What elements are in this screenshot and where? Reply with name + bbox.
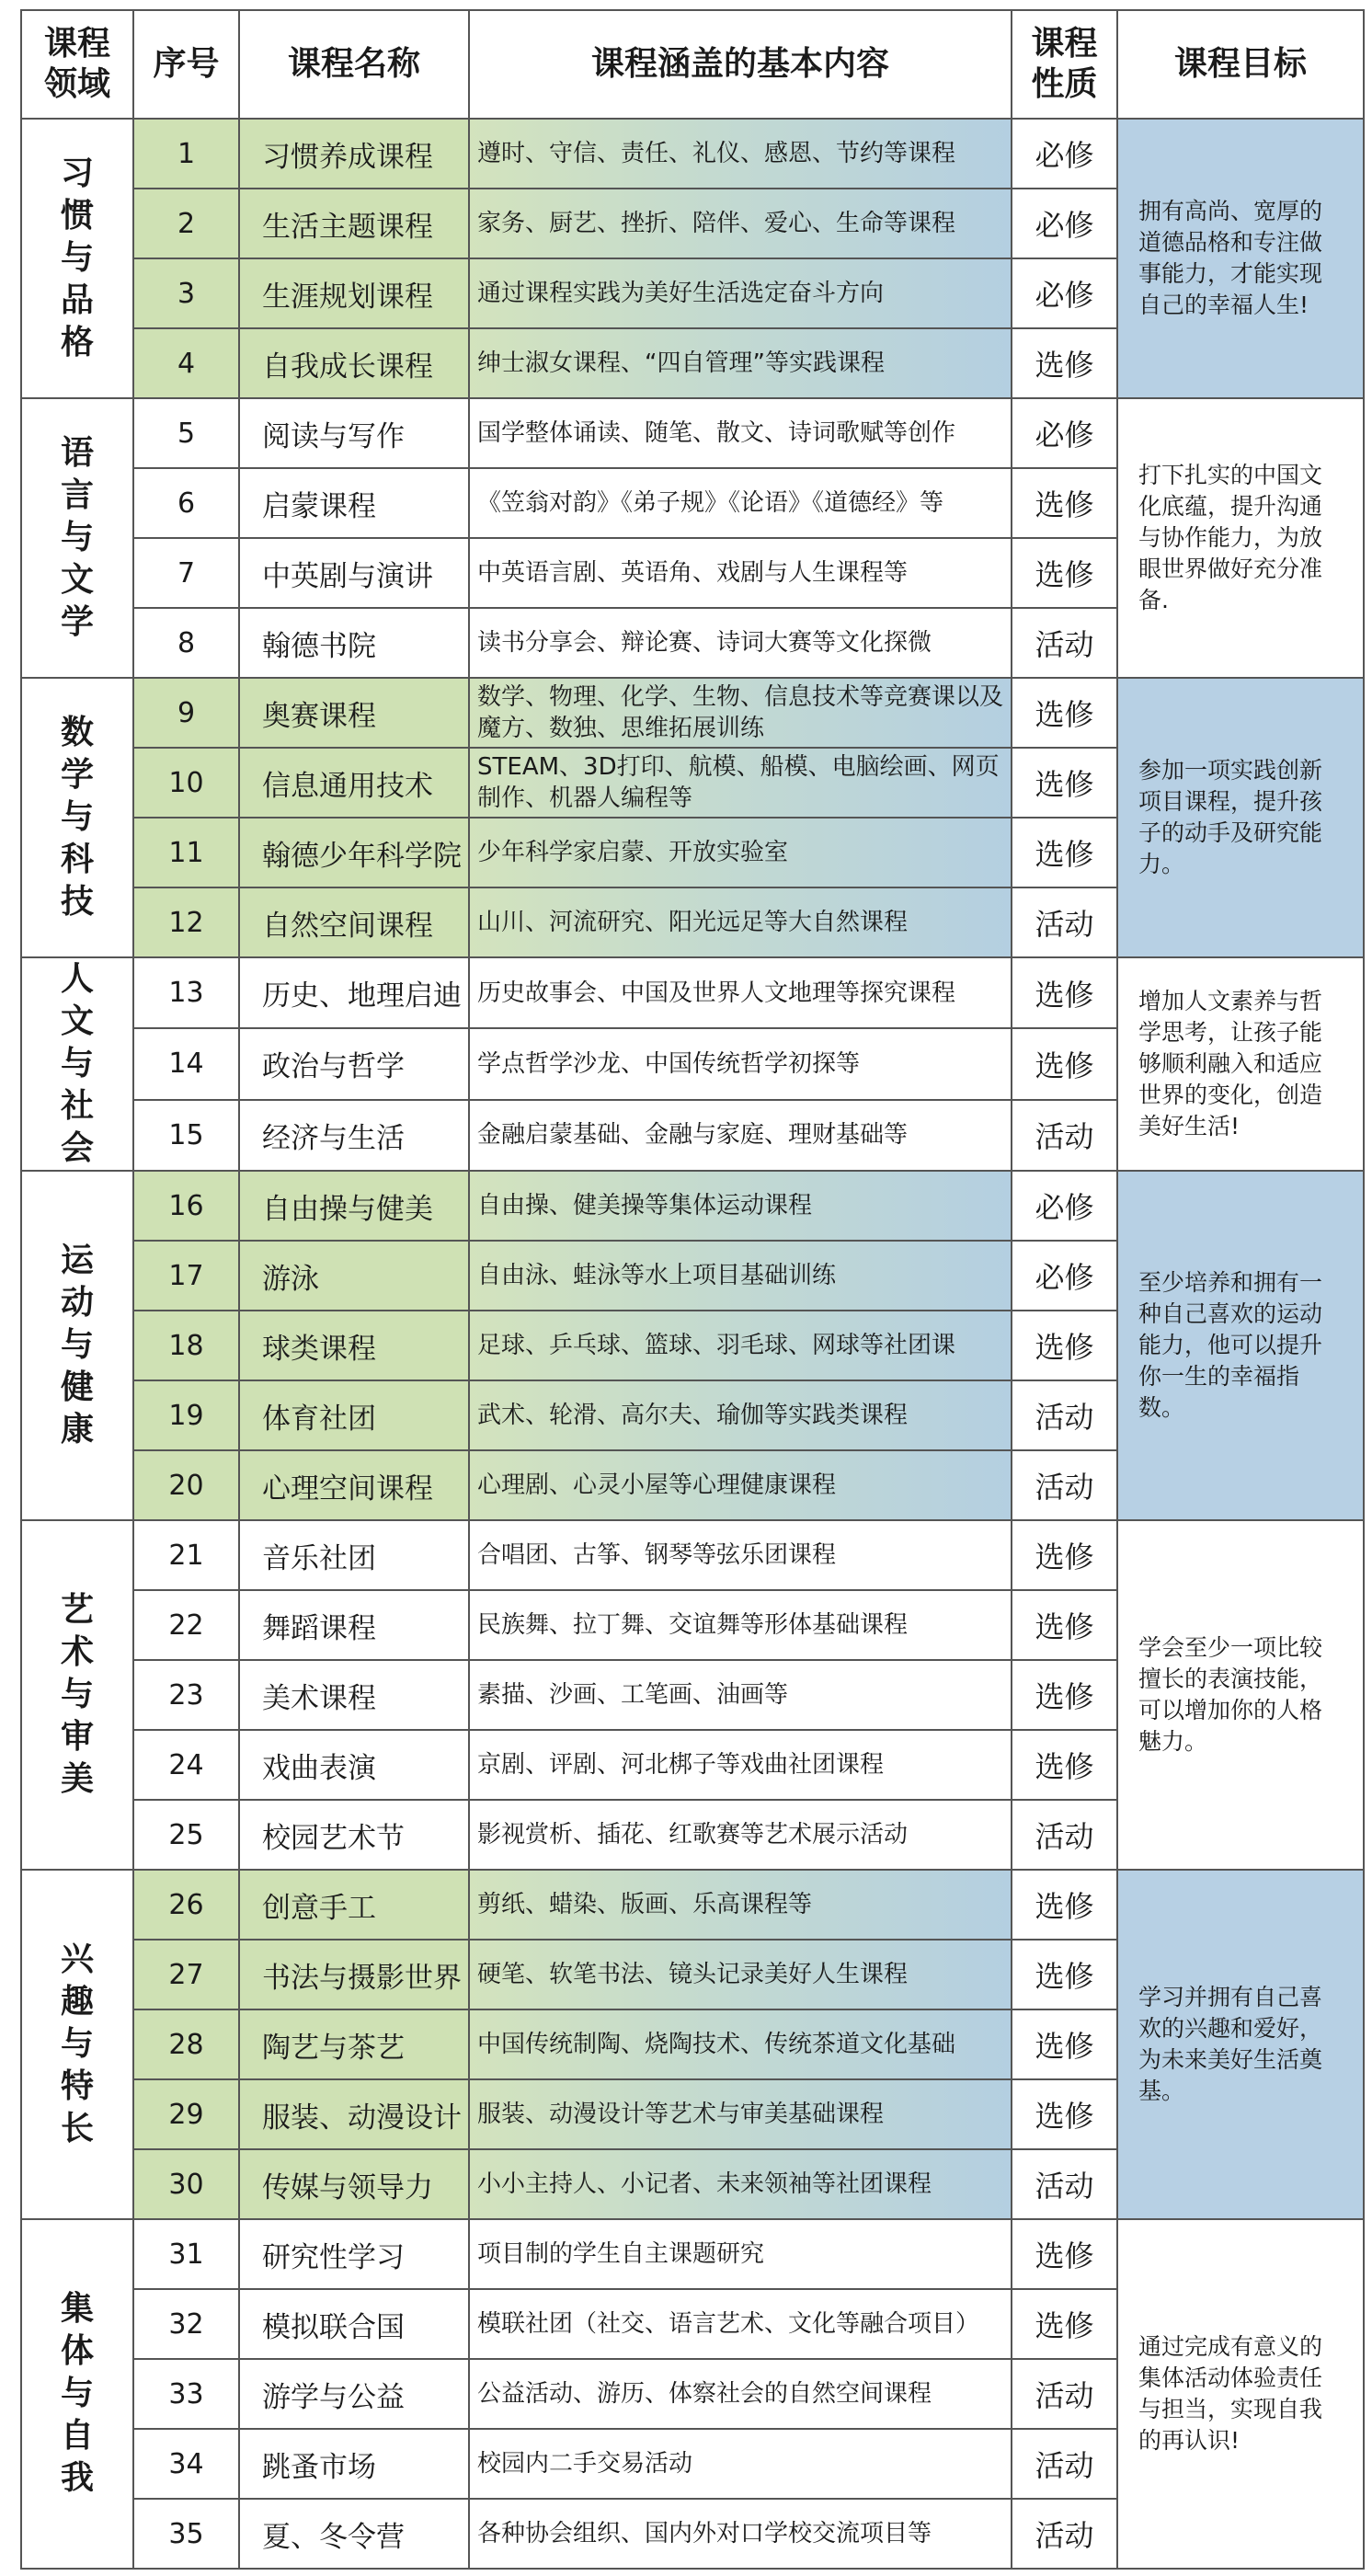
course-name-cell: 中英剧与演讲 <box>239 538 469 608</box>
content-cell: 自由操、健美操等集体运动课程 <box>469 1171 1012 1241</box>
domain-label: 人文与社会 <box>60 960 94 1167</box>
index-cell: 31 <box>133 2219 239 2289</box>
header-goal: 课程目标 <box>1117 10 1364 119</box>
course-name-cell: 政治与哲学 <box>239 1028 469 1099</box>
index-cell: 19 <box>133 1380 239 1450</box>
course-name-cell: 戏曲表演 <box>239 1730 469 1800</box>
index-cell: 4 <box>133 328 239 398</box>
course-name-cell: 音乐社团 <box>239 1520 469 1590</box>
header-nature: 课程性质 <box>1012 10 1117 119</box>
course-name-cell: 游学与公益 <box>239 2359 469 2429</box>
content-cell: 家务、厨艺、挫折、陪伴、爱心、生命等课程 <box>469 189 1012 258</box>
content-cell: 足球、乒乓球、篮球、羽毛球、网球等社团课 <box>469 1311 1012 1380</box>
index-cell: 29 <box>133 2079 239 2149</box>
index-cell: 33 <box>133 2359 239 2429</box>
content-cell: 自由泳、蛙泳等水上项目基础训练 <box>469 1241 1012 1311</box>
nature-cell: 选修 <box>1012 2289 1117 2359</box>
table-body <box>21 119 1364 2569</box>
course-name-cell: 球类课程 <box>239 1311 469 1380</box>
content-cell: 历史故事会、中国及世界人文地理等探究课程 <box>469 957 1012 1028</box>
content-cell: 中英语言剧、英语角、戏剧与人生课程等 <box>469 538 1012 608</box>
index-cell: 17 <box>133 1241 239 1311</box>
nature-cell: 必修 <box>1012 189 1117 258</box>
course-name-cell: 经济与生活 <box>239 1100 469 1171</box>
domain-label: 集体与自我 <box>60 2290 94 2497</box>
nature-cell: 必修 <box>1012 1171 1117 1241</box>
table-row <box>21 2219 1364 2289</box>
content-cell: 影视赏析、插花、红歌赛等艺术展示活动 <box>469 1800 1012 1870</box>
index-cell: 13 <box>133 957 239 1028</box>
content-cell: 数学、物理、化学、生物、信息技术等竞赛课以及魔方、数独、思维拓展训练 <box>469 678 1012 748</box>
header-index: 序号 <box>133 10 239 119</box>
course-name-cell: 信息通用技术 <box>239 748 469 818</box>
domain-label: 语言与文学 <box>60 434 94 641</box>
content-cell: 剪纸、蜡染、版画、乐高课程等 <box>469 1870 1012 1940</box>
course-name-cell: 翰德书院 <box>239 608 469 678</box>
content-cell: 项目制的学生自主课题研究 <box>469 2219 1012 2289</box>
content-cell: STEAM、3D打印、航模、船模、电脑绘画、网页制作、机器人编程等 <box>469 748 1012 818</box>
course-name-cell: 研究性学习 <box>239 2219 469 2289</box>
index-cell: 11 <box>133 818 239 887</box>
domain-cell <box>21 1171 133 1520</box>
nature-cell: 必修 <box>1012 398 1117 468</box>
course-name-cell: 创意手工 <box>239 1870 469 1940</box>
header-course-name: 课程名称 <box>239 10 469 119</box>
index-cell: 12 <box>133 887 239 957</box>
index-cell: 24 <box>133 1730 239 1800</box>
table-row <box>21 1870 1364 1940</box>
course-name-cell: 校园艺术节 <box>239 1800 469 1870</box>
content-cell: 《笠翁对韵》《弟子规》《论语》《道德经》等 <box>469 468 1012 538</box>
domain-cell <box>21 119 133 398</box>
nature-cell: 活动 <box>1012 2359 1117 2429</box>
content-cell: 中国传统制陶、烧陶技术、传统茶道文化基础 <box>469 2009 1012 2079</box>
course-name-cell: 游泳 <box>239 1241 469 1311</box>
content-cell: 小小主持人、小记者、未来领袖等社团课程 <box>469 2149 1012 2219</box>
domain-cell <box>21 1870 133 2219</box>
index-cell: 35 <box>133 2499 239 2569</box>
nature-cell: 选修 <box>1012 1590 1117 1660</box>
goal-cell: 拥有高尚、宽厚的道德品格和专注做事能力，才能实现自己的幸福人生! <box>1117 119 1364 398</box>
nature-cell: 选修 <box>1012 1028 1117 1099</box>
index-cell: 1 <box>133 119 239 189</box>
nature-cell: 必修 <box>1012 258 1117 328</box>
domain-cell <box>21 398 133 678</box>
goal-cell: 学会至少一项比较擅长的表演技能，可以增加你的人格魅力。 <box>1117 1520 1364 1870</box>
index-cell: 6 <box>133 468 239 538</box>
content-cell: 校园内二手交易活动 <box>469 2429 1012 2499</box>
index-cell: 27 <box>133 1940 239 2009</box>
nature-cell: 选修 <box>1012 678 1117 748</box>
course-name-cell: 服装、动漫设计 <box>239 2079 469 2149</box>
content-cell: 京剧、评剧、河北梆子等戏曲社团课程 <box>469 1730 1012 1800</box>
index-cell: 5 <box>133 398 239 468</box>
content-cell: 遵时、守信、责任、礼仪、感恩、节约等课程 <box>469 119 1012 189</box>
goal-cell: 打下扎实的中国文化底蕴，提升沟通与协作能力，为放眼世界做好充分准备. <box>1117 398 1364 678</box>
content-cell: 少年科学家启蒙、开放实验室 <box>469 818 1012 887</box>
content-cell: 读书分享会、辩论赛、诗词大赛等文化探微 <box>469 608 1012 678</box>
nature-cell: 活动 <box>1012 2149 1117 2219</box>
nature-cell: 选修 <box>1012 1870 1117 1940</box>
course-name-cell: 跳蚤市场 <box>239 2429 469 2499</box>
content-cell: 合唱团、古筝、钢琴等弦乐团课程 <box>469 1520 1012 1590</box>
index-cell: 22 <box>133 1590 239 1660</box>
course-name-cell: 启蒙课程 <box>239 468 469 538</box>
nature-cell: 活动 <box>1012 887 1117 957</box>
index-cell: 10 <box>133 748 239 818</box>
domain-label: 艺术与审美 <box>60 1591 94 1798</box>
goal-cell: 增加人文素养与哲学思考，让孩子能够顺利融入和适应世界的变化，创造美好生活! <box>1117 957 1364 1171</box>
index-cell: 30 <box>133 2149 239 2219</box>
domain-label: 运动与健康 <box>60 1242 94 1448</box>
index-cell: 8 <box>133 608 239 678</box>
course-name-cell: 舞蹈课程 <box>239 1590 469 1660</box>
nature-cell: 选修 <box>1012 1311 1117 1380</box>
nature-cell: 活动 <box>1012 608 1117 678</box>
nature-cell: 选修 <box>1012 748 1117 818</box>
course-name-cell: 心理空间课程 <box>239 1450 469 1520</box>
content-cell: 山川、河流研究、阳光远足等大自然课程 <box>469 887 1012 957</box>
goal-cell: 至少培养和拥有一种自己喜欢的运动能力，他可以提升你一生的幸福指数。 <box>1117 1171 1364 1520</box>
nature-cell: 活动 <box>1012 2499 1117 2569</box>
content-cell: 服装、动漫设计等艺术与审美基础课程 <box>469 2079 1012 2149</box>
table-row <box>21 957 1364 1028</box>
domain-cell <box>21 957 133 1171</box>
table-row <box>21 1171 1364 1241</box>
nature-cell: 选修 <box>1012 1520 1117 1590</box>
nature-cell: 选修 <box>1012 2009 1117 2079</box>
nature-cell: 选修 <box>1012 1940 1117 2009</box>
domain-label: 数学与科技 <box>60 714 94 921</box>
table-row <box>21 398 1364 468</box>
course-name-cell: 生涯规划课程 <box>239 258 469 328</box>
nature-cell: 活动 <box>1012 1450 1117 1520</box>
course-name-cell: 自我成长课程 <box>239 328 469 398</box>
header-content: 课程涵盖的基本内容 <box>469 10 1012 119</box>
content-cell: 心理剧、心灵小屋等心理健康课程 <box>469 1450 1012 1520</box>
domain-label: 兴趣与特长 <box>60 1941 94 2147</box>
header-row <box>21 10 1364 119</box>
course-name-cell: 体育社团 <box>239 1380 469 1450</box>
course-name-cell: 书法与摄影世界 <box>239 1940 469 2009</box>
index-cell: 7 <box>133 538 239 608</box>
header-domain: 课程领域 <box>21 10 133 119</box>
goal-cell: 学习并拥有自己喜欢的兴趣和爱好，为未来美好生活奠基。 <box>1117 1870 1364 2219</box>
course-name-cell: 自然空间课程 <box>239 887 469 957</box>
nature-cell: 活动 <box>1012 1100 1117 1171</box>
content-cell: 学点哲学沙龙、中国传统哲学初探等 <box>469 1028 1012 1099</box>
table-row <box>21 1520 1364 1590</box>
content-cell: 金融启蒙基础、金融与家庭、理财基础等 <box>469 1100 1012 1171</box>
curriculum-table <box>20 9 1365 2570</box>
course-name-cell: 翰德少年科学院 <box>239 818 469 887</box>
index-cell: 34 <box>133 2429 239 2499</box>
course-name-cell: 自由操与健美 <box>239 1171 469 1241</box>
index-cell: 2 <box>133 189 239 258</box>
content-cell: 民族舞、拉丁舞、交谊舞等形体基础课程 <box>469 1590 1012 1660</box>
index-cell: 9 <box>133 678 239 748</box>
content-cell: 国学整体诵读、随笔、散文、诗词歌赋等创作 <box>469 398 1012 468</box>
index-cell: 21 <box>133 1520 239 1590</box>
course-name-cell: 阅读与写作 <box>239 398 469 468</box>
nature-cell: 必修 <box>1012 119 1117 189</box>
content-cell: 各种协会组织、国内外对口学校交流项目等 <box>469 2499 1012 2569</box>
index-cell: 3 <box>133 258 239 328</box>
content-cell: 素描、沙画、工笔画、油画等 <box>469 1660 1012 1730</box>
nature-cell: 选修 <box>1012 1730 1117 1800</box>
course-name-cell: 习惯养成课程 <box>239 119 469 189</box>
nature-cell: 选修 <box>1012 328 1117 398</box>
course-name-cell: 生活主题课程 <box>239 189 469 258</box>
index-cell: 25 <box>133 1800 239 1870</box>
content-cell: 模联社团（社交、语言艺术、文化等融合项目） <box>469 2289 1012 2359</box>
goal-cell: 通过完成有意义的集体活动体验责任与担当，实现自我的再认识! <box>1117 2219 1364 2569</box>
index-cell: 26 <box>133 1870 239 1940</box>
content-cell: 通过课程实践为美好生活选定奋斗方向 <box>469 258 1012 328</box>
index-cell: 23 <box>133 1660 239 1730</box>
domain-label: 习惯与品格 <box>60 155 94 361</box>
content-cell: 公益活动、游历、体察社会的自然空间课程 <box>469 2359 1012 2429</box>
course-name-cell: 美术课程 <box>239 1660 469 1730</box>
domain-cell <box>21 678 133 957</box>
course-name-cell: 夏、冬令营 <box>239 2499 469 2569</box>
course-name-cell: 奥赛课程 <box>239 678 469 748</box>
content-cell: 武术、轮滑、高尔夫、瑜伽等实践类课程 <box>469 1380 1012 1450</box>
nature-cell: 选修 <box>1012 957 1117 1028</box>
nature-cell: 选修 <box>1012 2079 1117 2149</box>
domain-cell <box>21 2219 133 2569</box>
nature-cell: 活动 <box>1012 2429 1117 2499</box>
index-cell: 15 <box>133 1100 239 1171</box>
index-cell: 14 <box>133 1028 239 1099</box>
index-cell: 18 <box>133 1311 239 1380</box>
domain-cell <box>21 1520 133 1870</box>
nature-cell: 必修 <box>1012 1241 1117 1311</box>
course-name-cell: 历史、地理启迪 <box>239 957 469 1028</box>
content-cell: 硬笔、软笔书法、镜头记录美好人生课程 <box>469 1940 1012 2009</box>
content-cell: 绅士淑女课程、“四自管理”等实践课程 <box>469 328 1012 398</box>
nature-cell: 活动 <box>1012 1380 1117 1450</box>
nature-cell: 选修 <box>1012 2219 1117 2289</box>
table-row <box>21 678 1364 748</box>
nature-cell: 选修 <box>1012 538 1117 608</box>
course-name-cell: 模拟联合国 <box>239 2289 469 2359</box>
course-name-cell: 传媒与领导力 <box>239 2149 469 2219</box>
table-row <box>21 119 1364 189</box>
nature-cell: 活动 <box>1012 1800 1117 1870</box>
index-cell: 16 <box>133 1171 239 1241</box>
course-name-cell: 陶艺与茶艺 <box>239 2009 469 2079</box>
index-cell: 28 <box>133 2009 239 2079</box>
goal-cell: 参加一项实践创新项目课程，提升孩子的动手及研究能力。 <box>1117 678 1364 957</box>
nature-cell: 选修 <box>1012 1660 1117 1730</box>
nature-cell: 选修 <box>1012 468 1117 538</box>
index-cell: 32 <box>133 2289 239 2359</box>
nature-cell: 选修 <box>1012 818 1117 887</box>
index-cell: 20 <box>133 1450 239 1520</box>
